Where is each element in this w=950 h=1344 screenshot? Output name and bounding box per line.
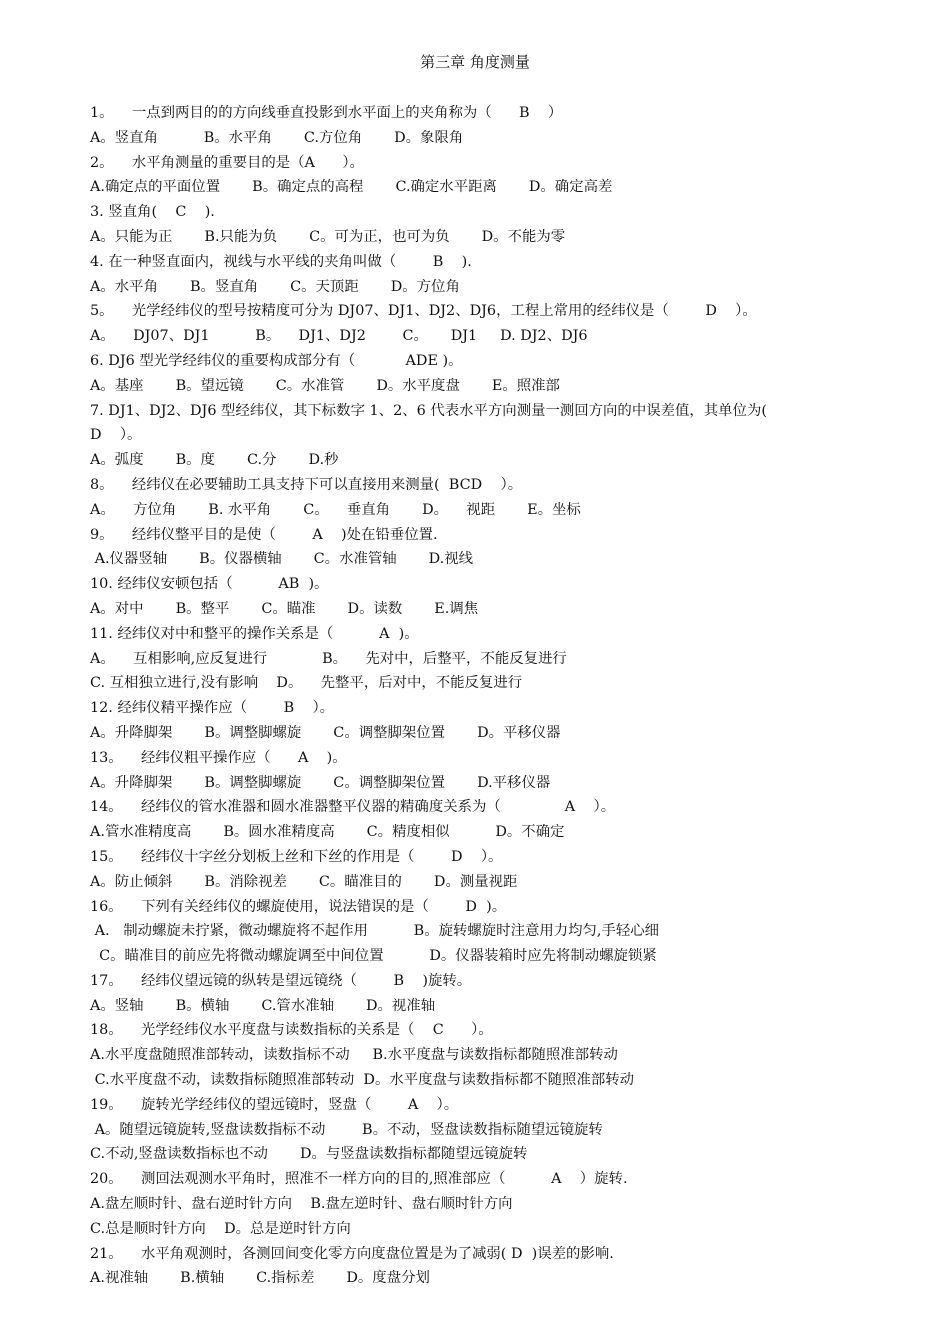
text-line: A.视准轴 B.横轴 C.指标差 D。度盘分划: [90, 1270, 430, 1287]
text-line: A.管水准精度高 B。圆水准精度高 C。精度相似 D。不确定: [90, 824, 565, 841]
text-line: 17。 经纬仪望远镜的纵转是望远镜绕（ B )旋转。: [90, 972, 472, 989]
text-line: 1。 一点到两目的的方向线垂直投影到水平面上的夹角称为（ B ）: [90, 105, 563, 121]
text-line: A。竖轴 B。横轴 C.管水准轴 D。视准轴: [90, 997, 436, 1014]
text-line: A。 方位角 B. 水平角 C。 垂直角 D。 视距 E。坐标: [90, 501, 581, 518]
text-line: A. 制动螺旋未拧紧，微动螺旋将不起作用 B。旋转螺旋时注意用力均匀,手轻心细: [90, 923, 660, 940]
text-line: A.水平度盘随照准部转动，读数指标不动 B.水平度盘与读数指标都随照准部转动: [90, 1047, 618, 1064]
text-line: 16。 下列有关经纬仪的螺旋使用，说法错误的是（ D )。: [90, 898, 507, 915]
text-line: A。基座 B。望远镜 C。水准管 D。水平度盘 E。照准部: [90, 377, 560, 394]
text-line: 19。 旋转光学经纬仪的望远镜时，竖盘（ A ）。: [90, 1096, 459, 1113]
text-line: A。升降脚架 B。调整脚螺旋 C。调整脚架位置 D.平移仪器: [90, 774, 551, 791]
text-line: A.仪器竖轴 B。仪器横轴 C。水准管轴 D.视线: [90, 551, 474, 568]
text-line: 5。 光学经纬仪的型号按精度可分为 DJ07、DJ1、DJ2、DJ6，工程上常用的经纬仪是（ D ）。: [90, 303, 757, 320]
text-line: A。 DJ07、DJ1 B。 DJ1、DJ2 C。 DJ1 D. DJ2、DJ6: [90, 328, 588, 345]
text-line: 6. DJ6 型光学经纬仪的重要构成部分有（ ADE )。: [90, 352, 463, 369]
text-line: 13。 经纬仪粗平操作应（ A )。: [90, 749, 347, 766]
text-line: A。只能为正 B.只能为负 C。可为正，也可为负 D。不能为零: [90, 228, 566, 245]
text-line: A。随望远镜旋转,竖盘读数指标不动 B。不动，竖盘读数指标随望远镜旋转: [90, 1121, 603, 1138]
text-line: A。 互相影响,应反复进行 B。 先对中，后整平，不能反复进行: [90, 650, 567, 667]
text-line: 4. 在一种竖直面内，视线与水平线的夹角叫做（ B ).: [90, 253, 472, 270]
text-line: 15。 经纬仪十字丝分划板上丝和下丝的作用是（ D ）。: [90, 848, 503, 865]
text-line: A。弧度 B。度 C.分 D.秒: [90, 452, 339, 469]
text-line: 3. 竖直角( C ).: [90, 204, 215, 221]
text-line: 14。 经纬仪的管水准器和圆水准器整平仪器的精确度关系为（ A ）。: [90, 799, 616, 816]
text-line: 8。 经纬仪在必要辅助工具支持下可以直接用来测量( BCD ）。: [90, 476, 523, 493]
text-line: A.盘左顺时针、盘右逆时针方向 B.盘左逆时针、盘右顺时针方向: [90, 1196, 513, 1213]
text-line: D ）。: [90, 427, 142, 444]
text-line: C。瞄准目的前应先将微动螺旋调至中间位置 D。仪器装箱时应先将制动螺旋锁紧: [90, 948, 657, 965]
text-line: 2。 水平角测量的重要目的是（A ）。: [90, 154, 364, 171]
text-line: A。防止倾斜 B。消除视差 C。瞄准目的 D。测量视距: [90, 873, 518, 890]
chapter-title: 第三章 角度测量: [420, 53, 530, 71]
text-line: 21。 水平角观测时，各测回间变化零方向度盘位置是为了减弱( D )误差的影响.: [90, 1245, 614, 1262]
text-line: A。竖直角 B。水平角 C.方位角 D。象限角: [90, 129, 464, 146]
text-line: 10. 经纬仪安顿包括（ AB )。: [90, 576, 329, 593]
text-line: 20。 测回法观测水平角时，照准不一样方向的目的,照准部应（ A ）旋转.: [90, 1171, 628, 1188]
text-line: A。水平角 B。竖直角 C。天顶距 D。方位角: [90, 278, 460, 295]
question-list: [90, 101, 870, 1291]
text-line: A。对中 B。整平 C。瞄准 D。读数 E.调焦: [90, 600, 479, 617]
text-line: 9。 经纬仪整平目的是使（ A )处在铅垂位置.: [90, 526, 438, 543]
text-line: 12. 经纬仪精平操作应（ B ）。: [90, 700, 335, 717]
text-line: 7. DJ1、DJ2、DJ6 型经纬仪，其下标数字 1、2、6 代表水平方向测量一测回方向的中误差值，其单位为(: [90, 402, 767, 419]
text-line: C. 互相独立进行,没有影响 D。 先整平，后对中，不能反复进行: [90, 675, 523, 692]
text-line: A。升降脚架 B。调整脚螺旋 C。调整脚架位置 D。平移仪器: [90, 724, 561, 741]
text-line: 18。 光学经纬仪水平度盘与读数指标的关系是（ C ）。: [90, 1022, 493, 1039]
text-line: A.确定点的平面位置 B。确定点的高程 C.确定水平距离 D。确定高差: [90, 179, 613, 196]
text-line: C.不动,竖盘读数指标也不动 D。与竖盘读数指标都随望远镜旋转: [90, 1146, 528, 1163]
text-line: 11. 经纬仪对中和整平的操作关系是（ A )。: [90, 625, 419, 642]
text-line: C.总是顺时针方向 D。总是逆时针方向: [90, 1220, 351, 1237]
text-line: C.水平度盘不动，读数指标随照准部转动 D。水平度盘与读数指标都不随照准部转动: [90, 1072, 635, 1089]
